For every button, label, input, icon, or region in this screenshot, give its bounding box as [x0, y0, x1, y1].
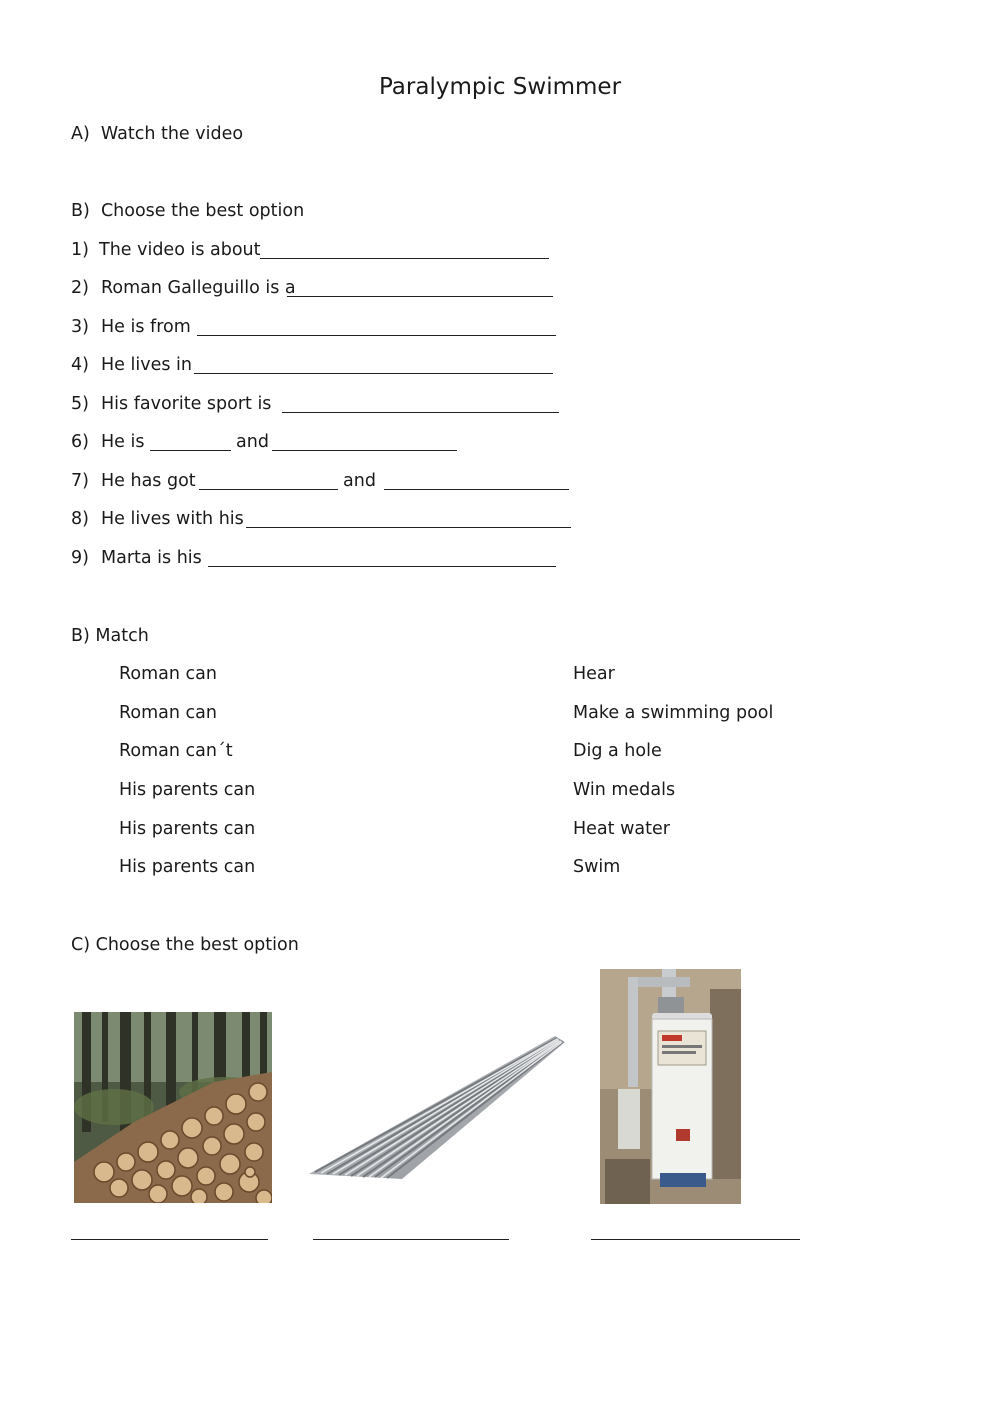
question-text: Marta is his: [101, 548, 202, 568]
match-left-item[interactable]: His parents can: [119, 857, 256, 877]
question-number: 1): [71, 240, 89, 260]
match-right-item[interactable]: Hear: [573, 664, 615, 684]
question-text: He is: [101, 432, 145, 452]
match-left-item[interactable]: Roman can´t: [119, 741, 233, 761]
answer-blank[interactable]: [197, 335, 556, 336]
question-number: 4): [71, 355, 89, 375]
answer-blank[interactable]: [208, 566, 556, 567]
corrugated-metal-sheet-image: [307, 1034, 567, 1179]
question-number: 3): [71, 317, 89, 337]
question-text: Roman Galleguillo is a: [101, 278, 296, 298]
image-answer-blank-2[interactable]: [313, 1239, 509, 1240]
question-number: 7): [71, 471, 89, 491]
answer-blank[interactable]: [282, 412, 559, 413]
page-title: Paralympic Swimmer: [378, 74, 622, 100]
answer-blank[interactable]: [194, 373, 553, 374]
match-heading: B) Match: [71, 626, 149, 646]
answer-blank[interactable]: [287, 296, 553, 297]
match-left-item[interactable]: Roman can: [119, 664, 217, 684]
question-text: He has got: [101, 471, 196, 491]
match-right-item[interactable]: Make a swimming pool: [573, 703, 774, 723]
question-text: He is from: [101, 317, 191, 337]
match-right-item[interactable]: Swim: [573, 857, 621, 877]
question-connector: and: [236, 432, 269, 452]
answer-blank[interactable]: [260, 258, 549, 259]
firewood-logs-image: [74, 1012, 272, 1203]
answer-blank[interactable]: [246, 527, 571, 528]
question-number: 6): [71, 432, 89, 452]
question-text: His favorite sport is: [101, 394, 272, 414]
question-text: He lives in: [101, 355, 192, 375]
answer-blank[interactable]: [272, 450, 457, 451]
match-left-item[interactable]: Roman can: [119, 703, 217, 723]
question-text: He lives with his: [101, 509, 244, 529]
question-number: 8): [71, 509, 89, 529]
section-a-heading: A) Watch the video: [71, 124, 244, 144]
section-c-heading: C) Choose the best option: [71, 935, 299, 955]
answer-blank[interactable]: [384, 489, 569, 490]
image-answer-blank-3[interactable]: [591, 1239, 800, 1240]
answer-blank[interactable]: [150, 450, 231, 451]
water-heater-image: [600, 969, 741, 1204]
question-number: 9): [71, 548, 89, 568]
match-right-item[interactable]: Win medals: [573, 780, 676, 800]
question-number: 5): [71, 394, 89, 414]
question-text: The video is about: [99, 240, 261, 260]
match-left-item[interactable]: His parents can: [119, 780, 256, 800]
question-connector: and: [343, 471, 376, 491]
answer-blank[interactable]: [199, 489, 338, 490]
section-b-heading: B) Choose the best option: [71, 201, 305, 221]
match-right-item[interactable]: Dig a hole: [573, 741, 662, 761]
match-right-item[interactable]: Heat water: [573, 819, 670, 839]
image-answer-blank-1[interactable]: [71, 1239, 268, 1240]
question-number: 2): [71, 278, 89, 298]
match-left-item[interactable]: His parents can: [119, 819, 256, 839]
